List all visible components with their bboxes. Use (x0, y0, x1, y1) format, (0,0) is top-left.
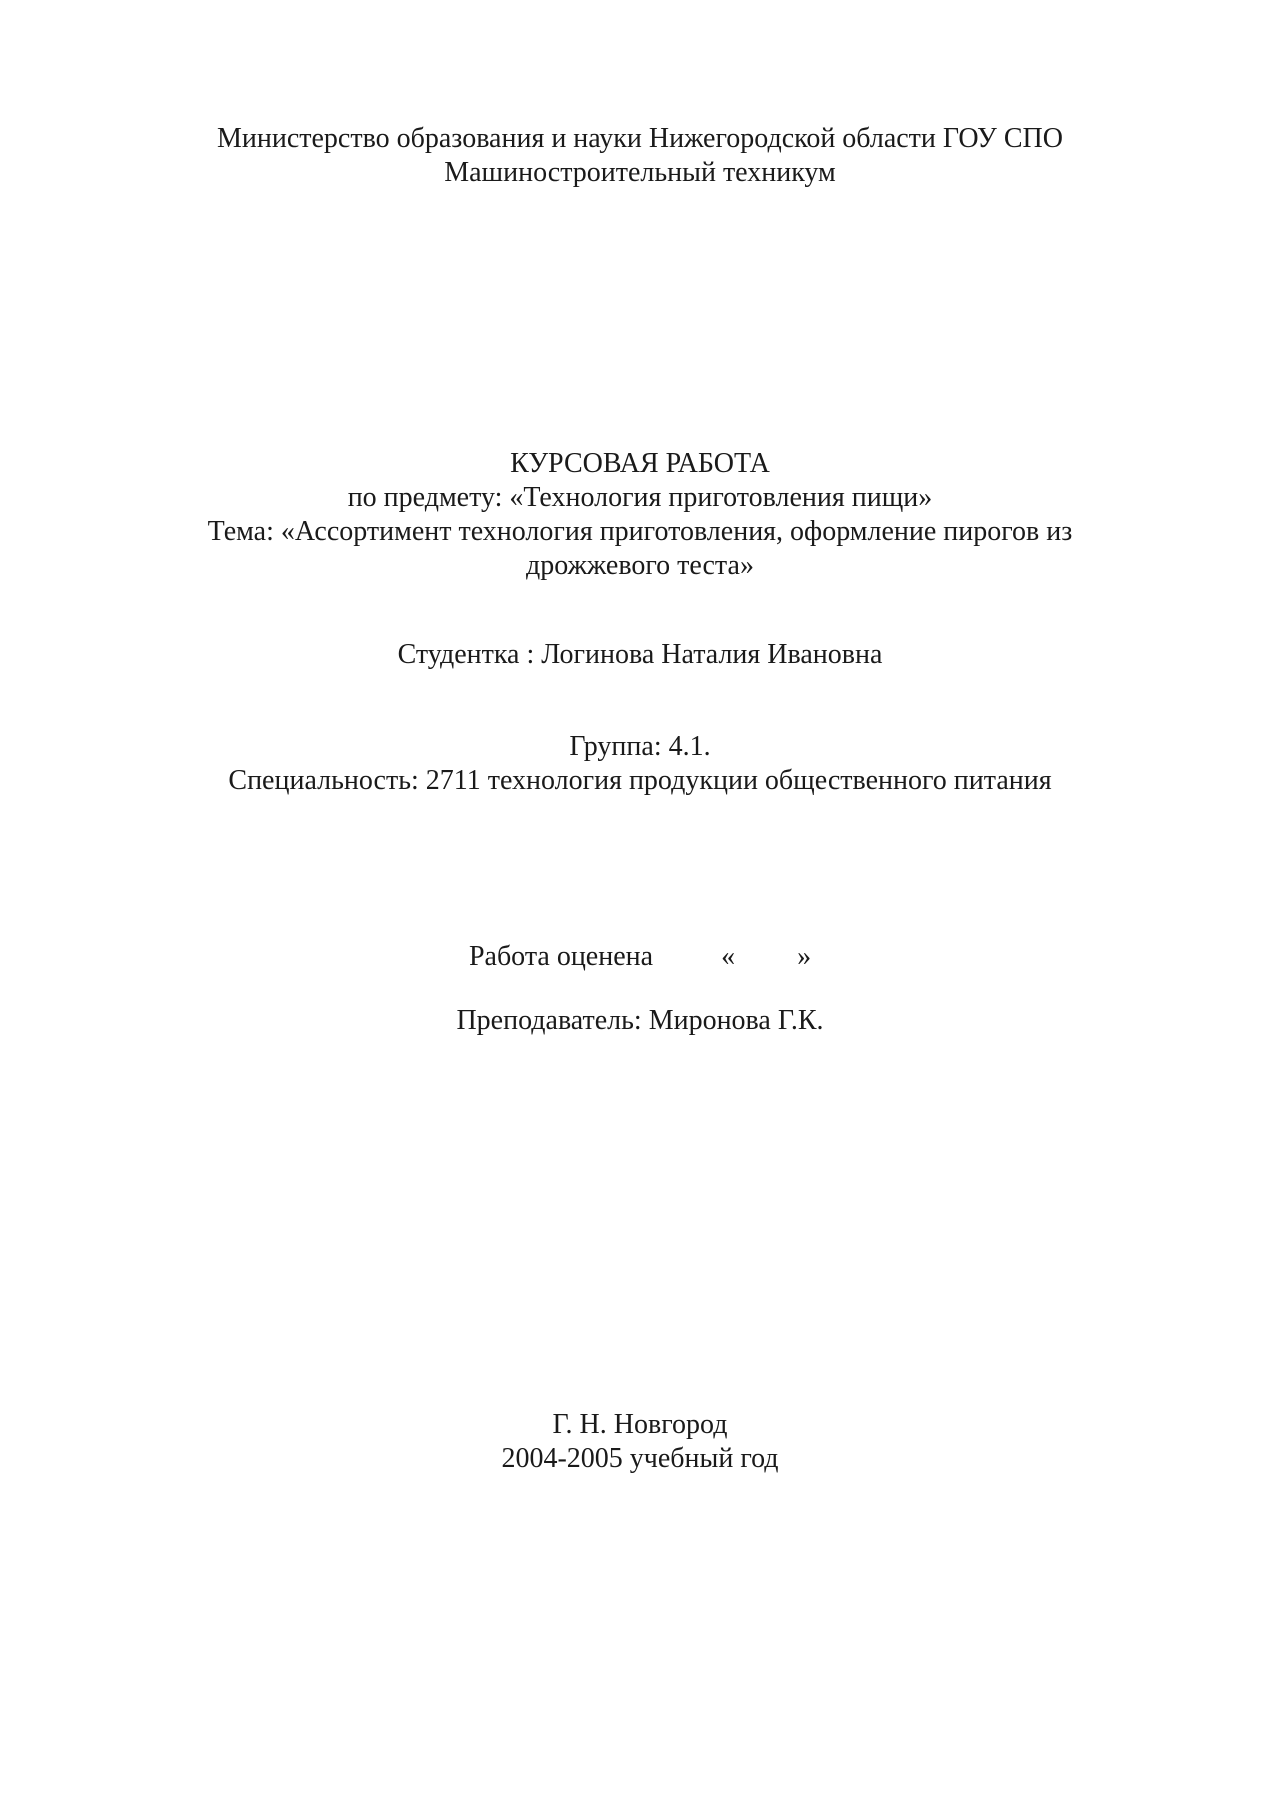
city-line: Г. Н. Новгород (552, 1409, 728, 1440)
ministry-line: Министерство образования и науки Нижегородской области ГОУ СПО (216, 123, 1063, 154)
grade-label: Работа оценена (468, 941, 654, 972)
subject-line: по предмету: «Технология приготовления пищи» (347, 482, 933, 513)
teacher-line: Преподаватель: Миронова Г.К. (456, 1005, 824, 1036)
group-info (0, 730, 1280, 798)
year-line: 2004-2005 учебный год (501, 1443, 779, 1474)
college-line: Машиностроительный техникум (444, 157, 836, 188)
coursework-title (0, 447, 1280, 583)
group-line: Группа: 4.1. (569, 731, 711, 762)
footer-info (0, 1408, 1280, 1476)
grade-quote-close: » (797, 941, 812, 972)
grade-row (469, 940, 811, 974)
work-type-line: КУРСОВАЯ РАБОТА (510, 448, 770, 479)
teacher-info (0, 1004, 1280, 1038)
grade-quote-open: « (721, 941, 736, 972)
speciality-line: Специальность: 2711 технология продукции общественного питания (228, 765, 1052, 796)
student-info (0, 638, 1280, 672)
grade-info (0, 940, 1280, 974)
topic-line: Тема: «Ассортимент технология приготовления, оформление пирогов из дрожжевого теста» (207, 516, 1073, 581)
institution-header (0, 122, 1280, 190)
student-line: Студентка : Логинова Наталия Ивановна (397, 639, 883, 670)
